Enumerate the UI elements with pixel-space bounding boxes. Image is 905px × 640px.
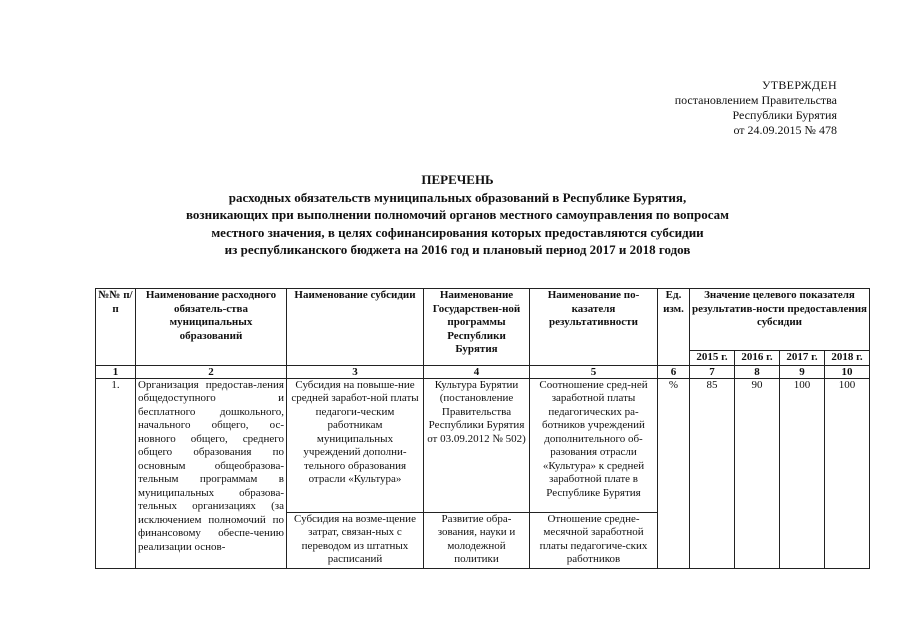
header-program: Наименование Государствен-ной программы Республики Бурятия	[424, 289, 530, 366]
row-obligation: Организация предостав-ления общедоступного и бесплатного дошкольного, начального общего, ос-новного общего, среднего общего образования по основным общеобразова-тельным программам в муниципальных образова-тельных организациях (за исключением полномочий по финансовому обеспе-чению реализации основ-	[136, 378, 287, 568]
col-number: 6	[658, 365, 690, 378]
obligations-table	[95, 288, 870, 569]
header-indicator: Наименование по-казателя результативности	[530, 289, 658, 366]
empty-cell	[825, 512, 870, 568]
row-unit: %	[658, 378, 690, 512]
document-heading	[95, 171, 820, 259]
col-number: 7	[690, 365, 735, 378]
heading-line-4: из республиканского бюджета на 2016 год и плановый период 2017 и 2018 годов	[224, 242, 691, 257]
col-number: 4	[424, 365, 530, 378]
approval-line-2: Республики Бурятия	[732, 108, 837, 122]
empty-cell	[658, 512, 690, 568]
col-number: 9	[780, 365, 825, 378]
document-title: ПЕРЕЧЕНЬ	[421, 172, 494, 187]
col-number: 5	[530, 365, 658, 378]
header-obligation: Наименование расходного обязатель-ства муниципальных образований	[136, 289, 287, 366]
row-indicator-a: Соотношение сред-ней заработной платы педагогических ра-ботников учреждений дополнительного об-разования отрасли «Культура» к средней заработной плате в Республике Бурятия	[530, 378, 658, 512]
approval-title: УТВЕРЖДЕН	[761, 78, 837, 92]
heading-line-1: расходных обязательств муниципальных образований в Республике Бурятия,	[228, 189, 687, 205]
row-value-2015: 85	[690, 378, 735, 512]
col-number: 1	[96, 365, 136, 378]
row-subsidy-a: Субсидия на повыше-ние средней заработ-ной платы педагоги-ческим работникам муниципальных учреждений дополни-тельного образования отрасли «Культура»	[287, 378, 424, 512]
empty-cell	[690, 512, 735, 568]
row-indicator-b: Отношение средне-месячной заработной платы педагогиче-ских работников	[530, 512, 658, 568]
empty-cell	[780, 512, 825, 568]
col-number: 3	[287, 365, 424, 378]
empty-cell	[735, 512, 780, 568]
row-subsidy-b: Субсидия на возме-щение затрат, связан-ных с переводом из штатных расписаний	[287, 512, 424, 568]
header-year-2018: 2018 г.	[825, 351, 870, 366]
approval-block	[675, 78, 837, 138]
row-value-2018: 100	[825, 378, 870, 512]
header-target: Значение целевого показателя результатив-ности предоставления субсидии	[690, 289, 870, 351]
row-value-2016: 90	[735, 378, 780, 512]
heading-line-2: возникающих при выполнении полномочий органов местного самоуправления по вопросам	[185, 207, 730, 222]
heading-line-3: местного значения, в целях софинансирования которых предоставляются субсидии	[211, 224, 704, 240]
header-subsidy: Наименование субсидии	[287, 289, 424, 366]
header-year-2017: 2017 г.	[780, 351, 825, 366]
header-unit: Ед. изм.	[658, 289, 690, 366]
col-number: 8	[735, 365, 780, 378]
approval-line-3: от 24.09.2015 № 478	[733, 123, 837, 137]
column-number-row	[96, 365, 870, 378]
row-program-b: Развитие обра-зования, науки и молодежной политики	[424, 512, 530, 568]
row-value-2017: 100	[780, 378, 825, 512]
approval-line-1: постановлением Правительства	[674, 93, 837, 107]
header-year-2016: 2016 г.	[735, 351, 780, 366]
table-row	[96, 378, 870, 512]
row-program-a: Культура Бурятии (постановление Правительства Республики Бурятия от 03.09.2012 № 502)	[424, 378, 530, 512]
header-num: №№ п/п	[96, 289, 136, 366]
row-num: 1.	[96, 378, 136, 568]
col-number: 2	[136, 365, 287, 378]
col-number: 10	[825, 365, 870, 378]
header-year-2015: 2015 г.	[690, 351, 735, 366]
